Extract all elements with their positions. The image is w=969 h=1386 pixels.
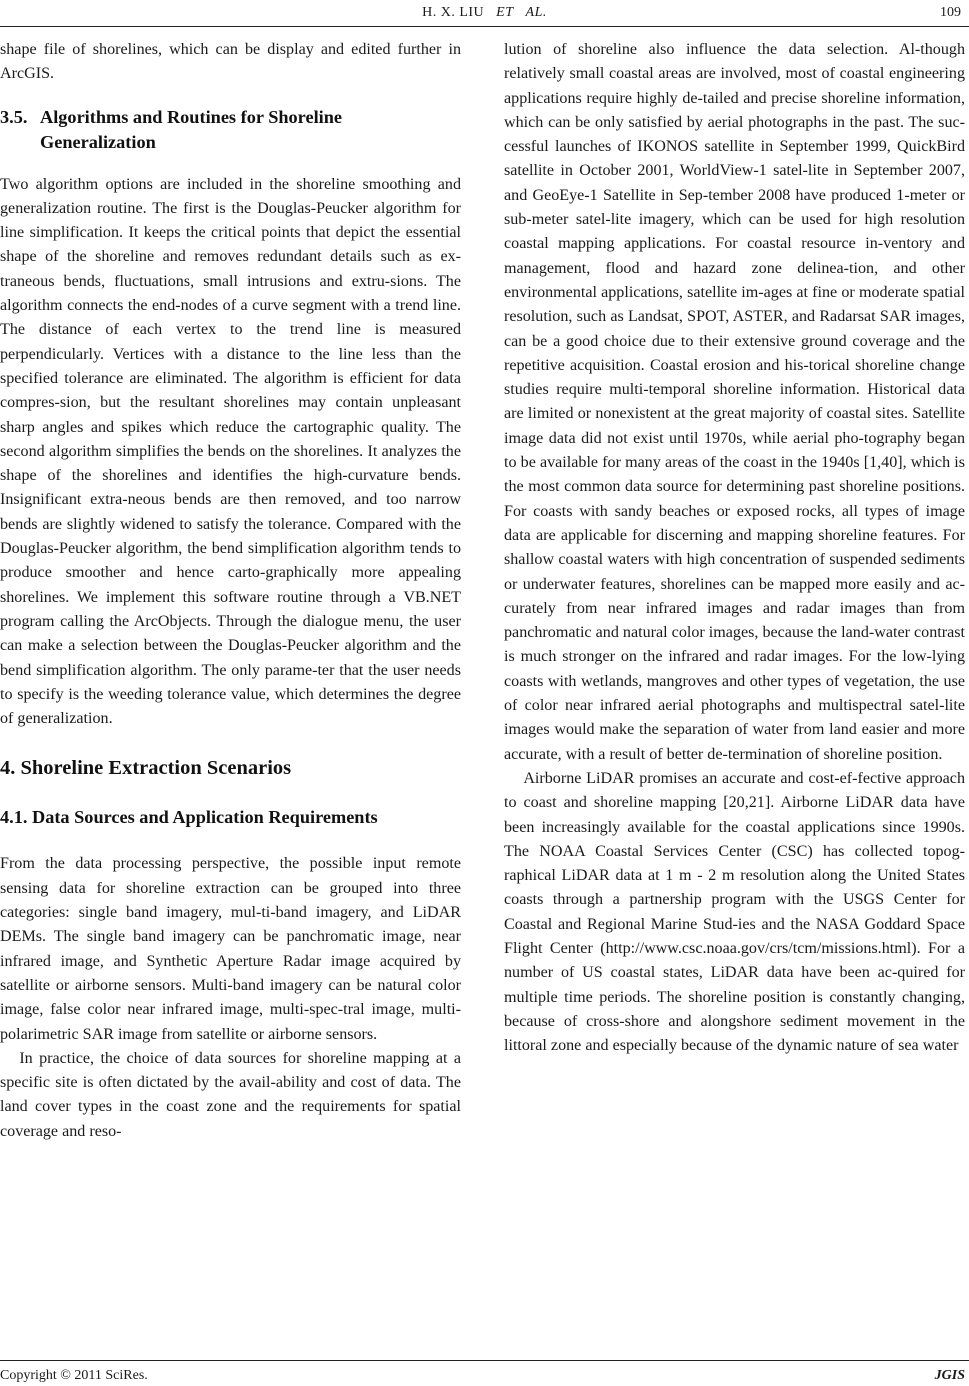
section-4-heading: 4. Shoreline Extraction Scenarios	[0, 757, 292, 780]
left-column	[0, 38, 461, 1144]
right-column	[504, 38, 965, 1058]
header-divider	[0, 26, 969, 27]
section-title-line1: Algorithms and Routines for Shoreline	[40, 106, 343, 127]
section-number: 3.5.	[0, 106, 28, 127]
et-text: ET	[496, 5, 514, 20]
author-name: H. X. LIU	[422, 5, 485, 20]
running-head	[0, 0, 969, 26]
paragraph-data-processing: From the data processing perspective, the possible input remote sensing data for shoreline extraction can be grouped into three categories: single band imagery, mul-ti-band imagery, and LiDAR DEMs. The single band imagery can be panchromatic image, near infrared image, and Synthetic Aperture Radar image acquired by satellite or airborne sensors. Multi-band imagery can be natural color image, false color near infrared image, multi-spec-tral image, multi-polarimetric SAR image from satellite or airborne sensors.	[0, 855, 461, 1043]
al-text: AL.	[525, 5, 547, 20]
copyright-text: Copyright © 2011 SciRes.	[0, 1368, 148, 1383]
section-title-line2: Generalization	[40, 131, 156, 152]
section-4-1-heading: 4.1. Data Sources and Application Requirements	[0, 807, 378, 828]
page-header	[0, 0, 969, 26]
paragraph-lidar: Airborne LiDAR promises an accurate and cost-ef-fective approach to coast and shoreline mapping [20,21]. Airborne LiDAR data have been increasingly available for the coastal applications since 1990s. The NOAA Coastal Services Center (CSC) has collected topog-raphical LiDAR data at 1 m - 2 m resolution along the United States coasts through a partnership program with the USGS Center for Coastal and Regional Marine Stud-ies and the NASA Goddard Space Flight Center (http://www.csc.noaa.gov/crs/tcm/missions.html). For a number of US coastal states, LiDAR data have been ac-quired for multiple time periods. The shoreline position is constantly changing, because of cross-shore and alongshore sediment movement in the littoral zone and especially because of the dynamic nature of sea water	[504, 769, 965, 1055]
journal-name: JGIS	[934, 1368, 965, 1383]
paragraph-algorithms: Two algorithm options are included in the shoreline smoothing and generalization routine. The first is the Douglas-Peucker algorithm for line simplification. It keeps the critical points that depict the essential shape of the shoreline and removes redundant details such as ex-traneous bends, fluctuations, small intrusions and extru-sions. The algorithm connects the end-nodes of a curve segment with a trend line. The distance of each vertex to the trend line is measured perpendicularly. Vertices with a distance to the line less than the specified tolerance are eliminated. The algorithm is efficient for data compres-sion, but the resultant shorelines may contain unpleasant sharp angles and spikes which reduce the cartographic quality. The second algorithm simplifies the bends on the shorelines. It analyzes the shape of the shorelines and identifies the high-curvature bends. Insignificant extra-neous bends are then removed, and too narrow bends are slightly widened to satisfy the tolerance. Compared with the Douglas-Peucker algorithm, the bend simplification algorithm tends to produce smoother and hence carto-graphically more appealing shorelines. We implement this software routine through a VB.NET program calling the ArcObjects. Through the dialogue menu, the user can make a selection between the Douglas-Peucker algorithm and the bend simplification algorithm. The only parame-ter that the user needs to specify is the weeding tolerance value, which determines the degree of generalization.	[0, 175, 461, 728]
page-number: 109	[940, 5, 961, 20]
paragraph-in-practice: In practice, the choice of data sources for shoreline mapping at a specific site is often dictated by the avail-ability and cost of data. The land cover types in the coast zone and the requirements for spatial coverage and reso-	[0, 1049, 461, 1140]
footer-divider	[0, 1360, 969, 1361]
paragraph-continuation: shape file of shorelines, which can be display and edited further in ArcGIS.	[0, 41, 461, 83]
paragraph-resolution: lution of shoreline also influence the data selection. Al-though relatively small coastal areas are involved, most of coastal engineering applications require highly de-tailed and precise shoreline information, which can be only satisfied by aerial photographs in the past. The suc-cessful launches of IKONOS satellite in September 1999, QuickBird satellite in October 2001, WorldView-1 satel-lite in September 2007, and GeoEye-1 Satellite in Sep-tember 2008 have produced 1-meter or sub-meter satel-lite imagery, which can be used for high resolution coastal mapping applications. For coastal resource in-ventory and management, flood and hazard zone delinea-tion, and other environmental applications, satellite im-ages at fine or moderate spatial resolution, such as Landsat, SPOT, ASTER, and Radarsat SAR images, can be a good choice due to their extensive ground coverage and the repetitive acquisition. Coastal erosion and his-torical shoreline change studies require multi-temporal shoreline information. Historical data are limited or nonexistent at the great majority of coastal sites. Satellite image data did not exist until 1970s, while aerial pho-tography began to be available for many areas of the coast in the 1940s [1,40], which is the most common data source for determining past shoreline positions. For coasts with sandy beaches or exposed rocks, all types of image data are applicable for discerning and mapping shoreline features. For shallow coastal waters with high concentration of suspended sediments or underwater features, shorelines can be mapped more easily and ac-curately from near infrared images and radar images than from panchromatic and natural color images, because the land-water contrast is much stronger on the infrared and radar images. For the low-lying coasts with wetlands, mangroves and other types of vegetation, the use of color near infrared aerial photographs and multispectral satel-lite images would make the separation of water from land easier and more accurate, with a result of better de-termination of shoreline position.	[504, 41, 965, 763]
page-footer	[0, 1366, 969, 1386]
section-3-5-heading	[0, 105, 461, 155]
